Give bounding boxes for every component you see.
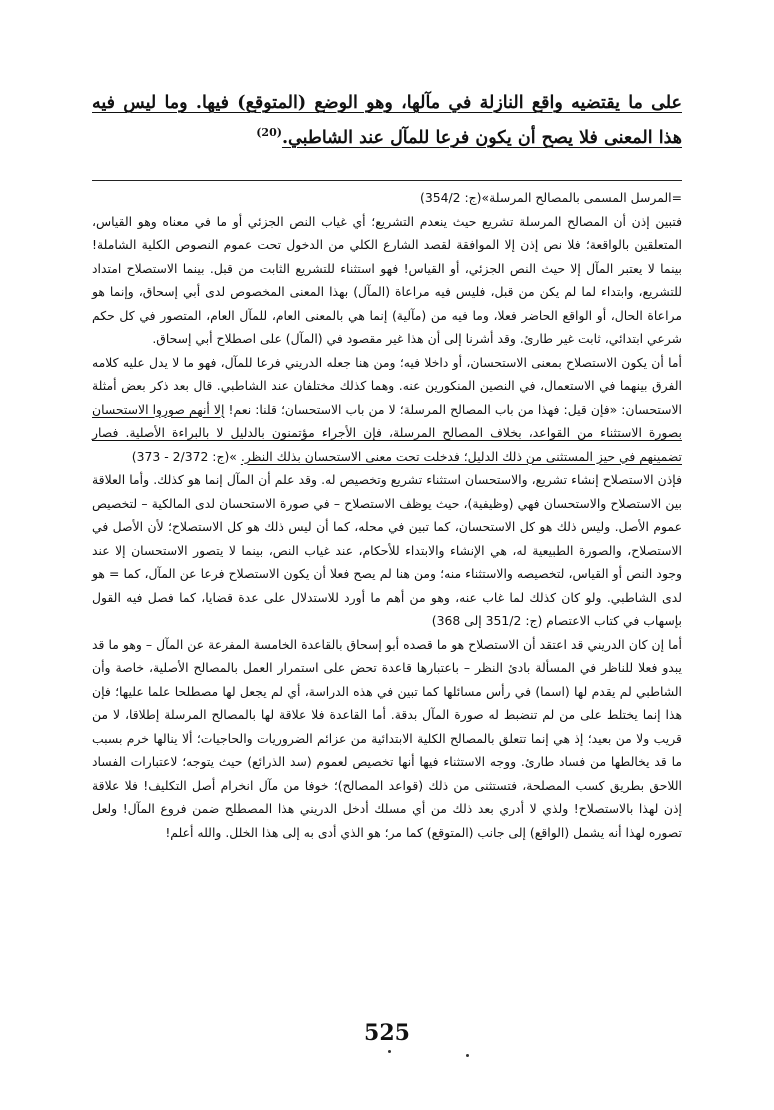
footnote-separator — [92, 180, 682, 181]
paragraph-4: فإذن الاستصلاح إنشاء تشريع، والاستحسان استثناء تشريع وتخصيص له. وقد علم أن المآل إنما هو كذلك. وأما العلاقة بين الاستصلاح والاستحسان فهي (وظيفية)، حيث يوظف الاستصلاح – في صورة الاستحسان لدى المالكية – لتخصيص عموم الأصل. وليس ذلك هو كل الاستحسان، كما تبين في محله، كما أن ليس ذلك هو كل الاستصلاح؛ لأن الأصل في الاستصلاح، والصورة الطبيعية له، هي الإنشاء والابتداء للأحكام، عند غياب النص، بينما لا يتصور الاستحسان إلا عند وجود النص أو القياس، لتخصيصه والاستثناء منه؛ ومن هنا لم يصح فعلا أن يكون الاستصلاح فرعا عن المآل، كما = هو لدى الشاطبي. ولو كان كذلك لما غاب عنه، وهو من أهم ما أورد للاستدلال على عدة قضايا، كما فصل فيه القول بإسهاب في كتاب الاعتصام (ج: 351/2 إلى 368) — [92, 472, 682, 628]
heading-text: على ما يقتضيه واقع النازلة في مآلها، وهو الوضع (المتوقع) فيها. وما ليس فيه هذا المعنى فلا يصح أن يكون فرعا للمآل عند الشاطبي. — [92, 93, 682, 148]
scan-speck — [388, 1050, 391, 1053]
page-number: 525 — [364, 1020, 410, 1046]
footnote-ref: (20) — [256, 126, 282, 139]
section-heading — [92, 88, 682, 153]
scan-speck — [466, 1054, 469, 1057]
paragraph-3-citation: »(ج: 2/372 - 373) — [131, 448, 237, 464]
paragraph-3-quote: إلا أنهم صوروا الاستحسان بصورة الاستثناء من القواعد، بخلاف المصالح المرسلة، فإن الأجراء مؤتمنون بالدليل لا بالبراءة الأصلية. فصار تضمينهم في حيز المستثنى من ذلك الدليل؛ فدخلت تحت معنى الاستحسان بذلك النظر. — [92, 401, 682, 464]
paragraph-1: =المرسل المسمى بالمصالح المرسلة»(ج: 354/2) — [420, 190, 682, 205]
footnote-body — [92, 186, 682, 844]
paragraph-5: أما إن كان الدريني قد اعتقد أن الاستصلاح هو ما قصده أبو إسحاق بالقاعدة الخامسة المفرعة عن المآل – وهو ما قد يبدو فعلا للناظر في المسألة بادئ النظر – باعتبارها قاعدة تحض على استمرار العمل بالمصالح الأصلية، خاصة وأن الشاطبي لم يقدم لها (اسما) في رأس مسائلها كما تبين في هذه الدراسة، أي لم يجعل لها مصطلحا علما عليها؛ فإن هذا إنما يختلط على من لم تنضبط له صورة المآل بدقة. أما القاعدة فلا علاقة لها بالمصالح المرسلة إطلاقا، لا من قريب ولا من بعيد؛ إذ هي إنما تتعلق بالمصالح الكلية الابتدائية من عزائم الضروريات والحاجيات؛ ألا ينالها خرم بسبب ما قد يخالطها من فساد طارئ. ووجه الاستثناء فيها أنها تخصيص لعموم (سد الذرائع) حيث يتوجه؛ لاعتبارات الفساد اللاحق بطريق كسب المصلحة، فتستثنى من ذلك (قواعد المصالح)؛ خوفا من مآل انخرام أصل التكليف! فلا علاقة إذن لهذا بالاستصلاح! ولذي لا أدري بعد ذلك من أي مسلك أدخل الدريني هذا المصطلح ضمن فروع المآل! ولعل تصوره لهذا أنه يشمل (الواقع) إلى جانب (المتوقع) كما مر؛ هو الذي أدى به إلى هذا الخلل. والله أعلم! — [92, 636, 682, 840]
paragraph-3 — [92, 351, 682, 469]
paragraph-3-text: أما أن يكون الاستصلاح بمعنى الاستحسان، أو داخلا فيه؛ ومن هنا جعله الدريني فرعا للمآل، فهو ما لا يدل عليه كلامه الفرق بينهما في الاستعمال، في النصين المنكورين عنه. وهما كذلك مختلفان عند الشاطبي. قال بعد ذكر بعض أمثلة الاستحسان: «فإن قيل: فهذا من باب المصالح المرسلة؛ لا من باب الاستحسان؛ قلنا: نعم! — [92, 354, 682, 417]
paragraph-2: فتبين إذن أن المصالح المرسلة تشريع حيث ينعدم التشريع؛ أي غياب النص الجزئي أو ما في معناه وهو القياس، المتعلقين بالواقعة؛ فلا نص إذن إلا الموافقة لقصد الشارع الكلي من الدخول تحت عموم النصوص الكلية الشاملة! بينما لا يعتبر المآل إلا حيث النص الجزئي، أو القياس! فهو استثناء للتشريع الثابت من قبل. بينما الاستصلاح امتداد للتشريع، وابتداء لما لم يكن من قبل، فليس فيه مراعاة (المآل) بهذا المعنى المخصوص لدى أبي إسحاق، وإنما هو مراعاة الحال، أو الواقع الحاضر فعلا، وما فيه من (مآلية) إنما هي بالمعنى العام، للمآل العام، المتصور في كل حكم شرعي ابتدائي، ثابت غير طارئ. وقد أشرنا إلى أن هذا غير مقصود في (المآل) على اصطلاح أبي إسحاق. — [92, 213, 682, 346]
